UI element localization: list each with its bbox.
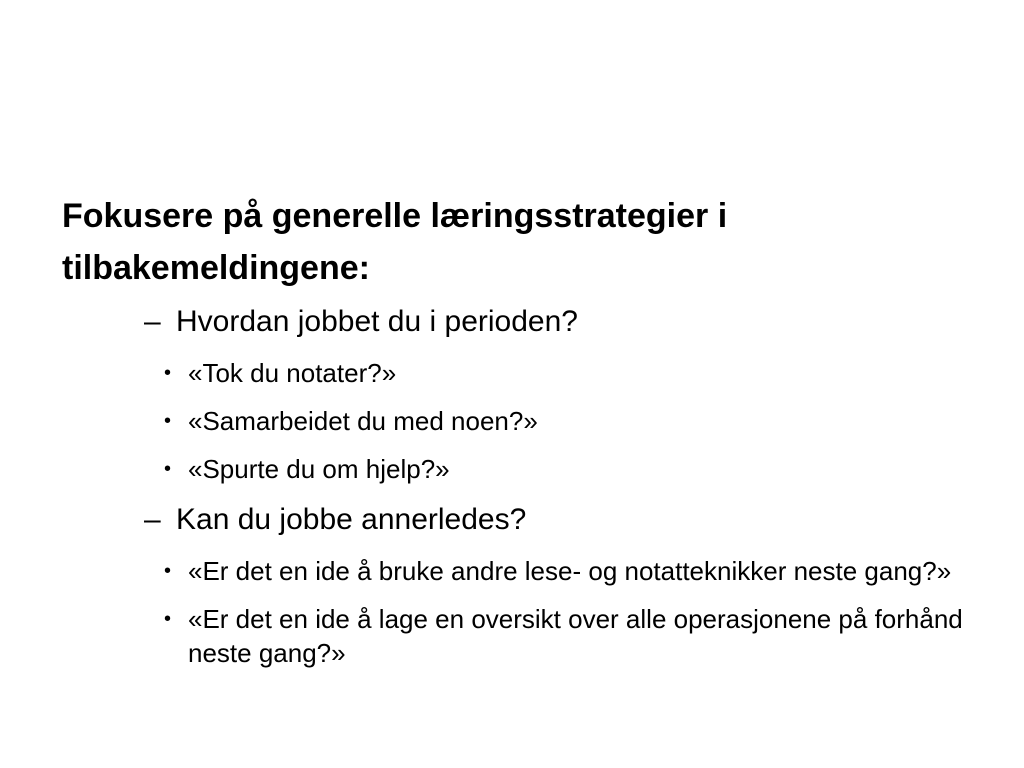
section-1-title [144,302,992,342]
section-2-title [144,500,992,540]
list-item [164,452,968,486]
list-item-text: «Er det en ide å lage en oversikt over alle operasjonene på forhånd neste gang?» [188,604,963,668]
list-item-text: «Samarbeidet du med noen?» [188,406,538,436]
slide-heading: Fokusere på generelle læringsstrategier i tilbakemeldingene: [62,197,728,287]
bullet-icon: • [164,608,172,630]
dash-marker: – [144,305,161,338]
dash-marker: – [144,503,161,536]
bullet-icon: • [164,362,172,384]
bullet-icon: • [164,410,172,432]
bullet-icon: • [164,458,172,480]
slide-content [62,190,992,670]
section-2-text: Kan du jobbe annerledes? [176,503,527,536]
list-item [164,602,968,670]
bullet-icon: • [164,560,172,582]
section-1 [62,302,992,486]
list-item-text: «Er det en ide å bruke andre lese- og notatteknikker neste gang?» [188,556,952,586]
list-item [164,356,968,390]
section-1-text: Hvordan jobbet du i perioden? [176,305,578,338]
list-item-text: «Tok du notater?» [188,358,397,388]
list-item-text: «Spurte du om hjelp?» [188,454,450,484]
section-2 [62,500,992,670]
list-item [164,554,968,588]
list-item [164,404,968,438]
